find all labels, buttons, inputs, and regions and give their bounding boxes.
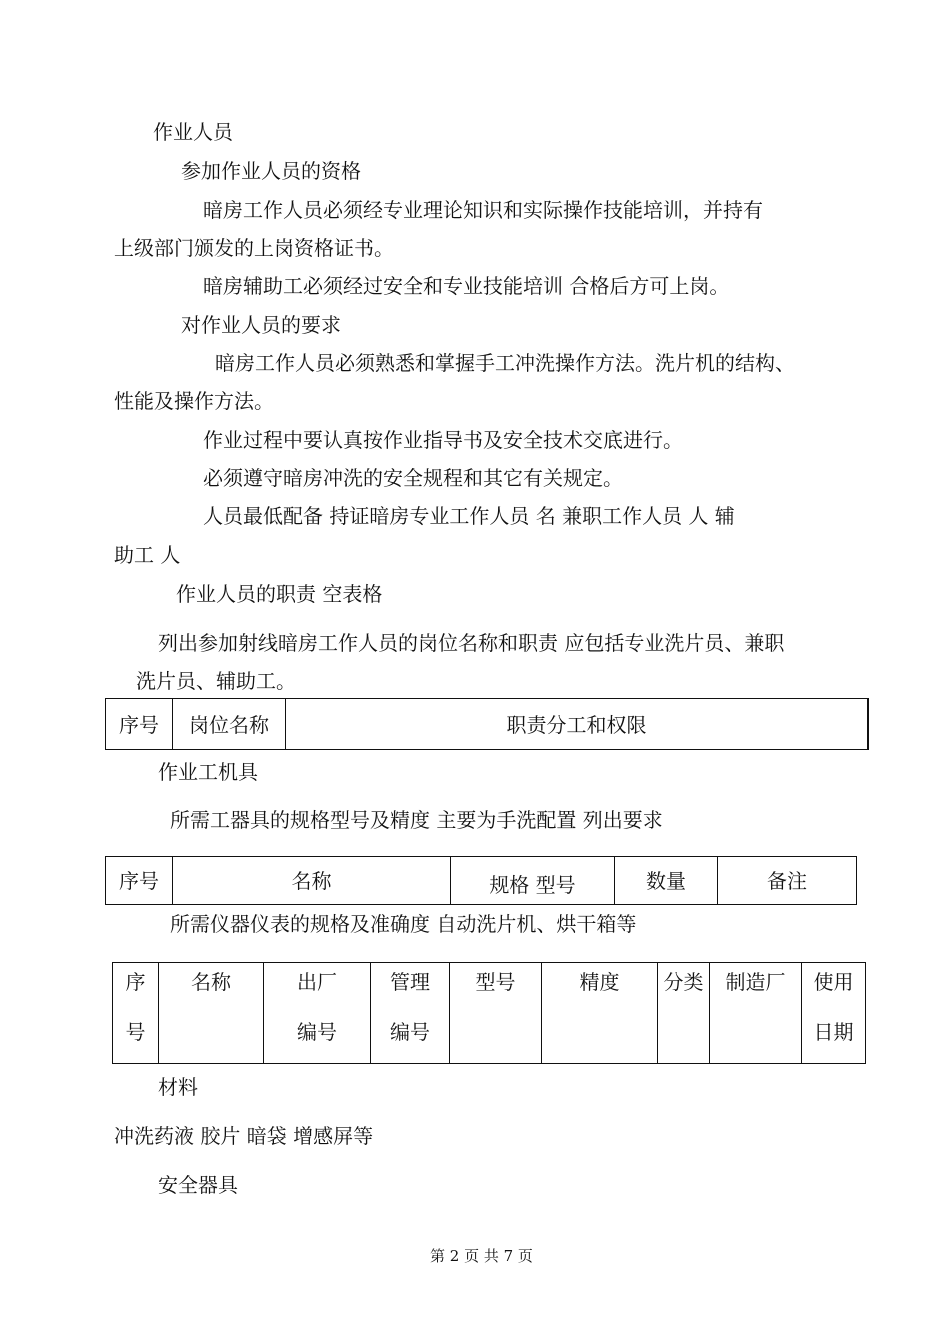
section-title-tools: 作业工机具 [158, 760, 258, 784]
subsection-title-duties: 作业人员的职责 空表格 [176, 582, 383, 606]
header-line-1: 出厂 [297, 970, 337, 994]
tools-description: 所需工器具的规格型号及精度 主要为手洗配置 列出要求 [170, 808, 663, 832]
qualification-paragraph-1-line-2: 上级部门颁发的上岗资格证书。 [114, 236, 394, 260]
staffing-line-2: 助工 人 [114, 543, 181, 567]
tools-table [105, 856, 857, 905]
subsection-title-requirements: 对作业人员的要求 [181, 313, 341, 337]
duties-table [105, 698, 869, 750]
header-line-1: 精度 [579, 970, 620, 994]
table-row [106, 699, 869, 750]
header-line-1: 序 [125, 970, 146, 994]
header-line-2: 号 [125, 1020, 146, 1044]
requirement-paragraph-1-line-2: 性能及操作方法。 [114, 389, 274, 413]
instruments-description: 所需仪器仪表的规格及准确度 自动洗片机、烘干箱等 [170, 912, 637, 936]
duties-description-line-1: 列出参加射线暗房工作人员的岗位名称和职责 应包括专业洗片员、兼职 [158, 631, 785, 655]
header-cell-model [450, 963, 542, 1064]
header-cell-index [113, 963, 159, 1064]
header-cell-position: 岗位名称 [173, 699, 286, 750]
header-cell-quantity: 数量 [615, 857, 718, 905]
table-row [106, 857, 857, 905]
header-line-2: 日期 [813, 1020, 854, 1044]
header-cell-management-number [371, 963, 450, 1064]
section-title-personnel: 作业人员 [153, 120, 233, 144]
duties-description-line-2: 洗片员、辅助工。 [136, 669, 296, 693]
header-line-1: 分类 [663, 970, 704, 994]
subsection-title-qualification: 参加作业人员的资格 [181, 159, 361, 183]
requirement-paragraph-3: 必须遵守暗房冲洗的安全规程和其它有关规定。 [203, 466, 623, 490]
header-cell-usage-date [802, 963, 866, 1064]
section-title-safety: 安全器具 [158, 1173, 238, 1197]
requirement-paragraph-2: 作业过程中要认真按作业指导书及安全技术交底进行。 [203, 428, 683, 452]
header-line-1: 型号 [475, 970, 516, 994]
requirement-paragraph-1-line-1: 暗房工作人员必须熟悉和掌握手工冲洗操作方法。洗片机的结构、 [215, 351, 795, 375]
qualification-paragraph-2: 暗房辅助工必须经过安全和专业技能培训 合格后方可上岗。 [203, 274, 730, 298]
header-line-1: 名称 [191, 970, 231, 994]
header-cell-duties: 职责分工和权限 [286, 699, 869, 750]
header-line-1: 管理 [390, 970, 430, 994]
header-cell-category [658, 963, 710, 1064]
header-cell-spec-model: 规格 型号 [451, 857, 615, 905]
section-title-materials: 材料 [158, 1075, 198, 1099]
header-cell-name [159, 963, 264, 1064]
header-line-2: 编号 [297, 1020, 337, 1044]
staffing-line-1: 人员最低配备 持证暗房专业工作人员 名 兼职工作人员 人 辅 [203, 504, 735, 528]
header-cell-index: 序号 [106, 699, 173, 750]
header-cell-manufacturer [710, 963, 802, 1064]
qualification-paragraph-1-line-1: 暗房工作人员必须经专业理论知识和实际操作技能培训，并持有 [203, 198, 763, 222]
instruments-table [112, 962, 866, 1064]
materials-content: 冲洗药液 胶片 暗袋 增感屏等 [114, 1124, 374, 1148]
header-cell-precision [542, 963, 658, 1064]
header-line-1: 制造厂 [725, 970, 786, 994]
table-row [113, 963, 866, 1064]
header-cell-factory-number [264, 963, 371, 1064]
header-cell-name: 名称 [173, 857, 451, 905]
page-number-footer: 第 2 页 共 7 页 [430, 1247, 533, 1265]
header-cell-remarks: 备注 [718, 857, 857, 905]
header-cell-index: 序号 [106, 857, 173, 905]
header-line-1: 使用 [813, 970, 854, 994]
header-line-2: 编号 [390, 1020, 430, 1044]
